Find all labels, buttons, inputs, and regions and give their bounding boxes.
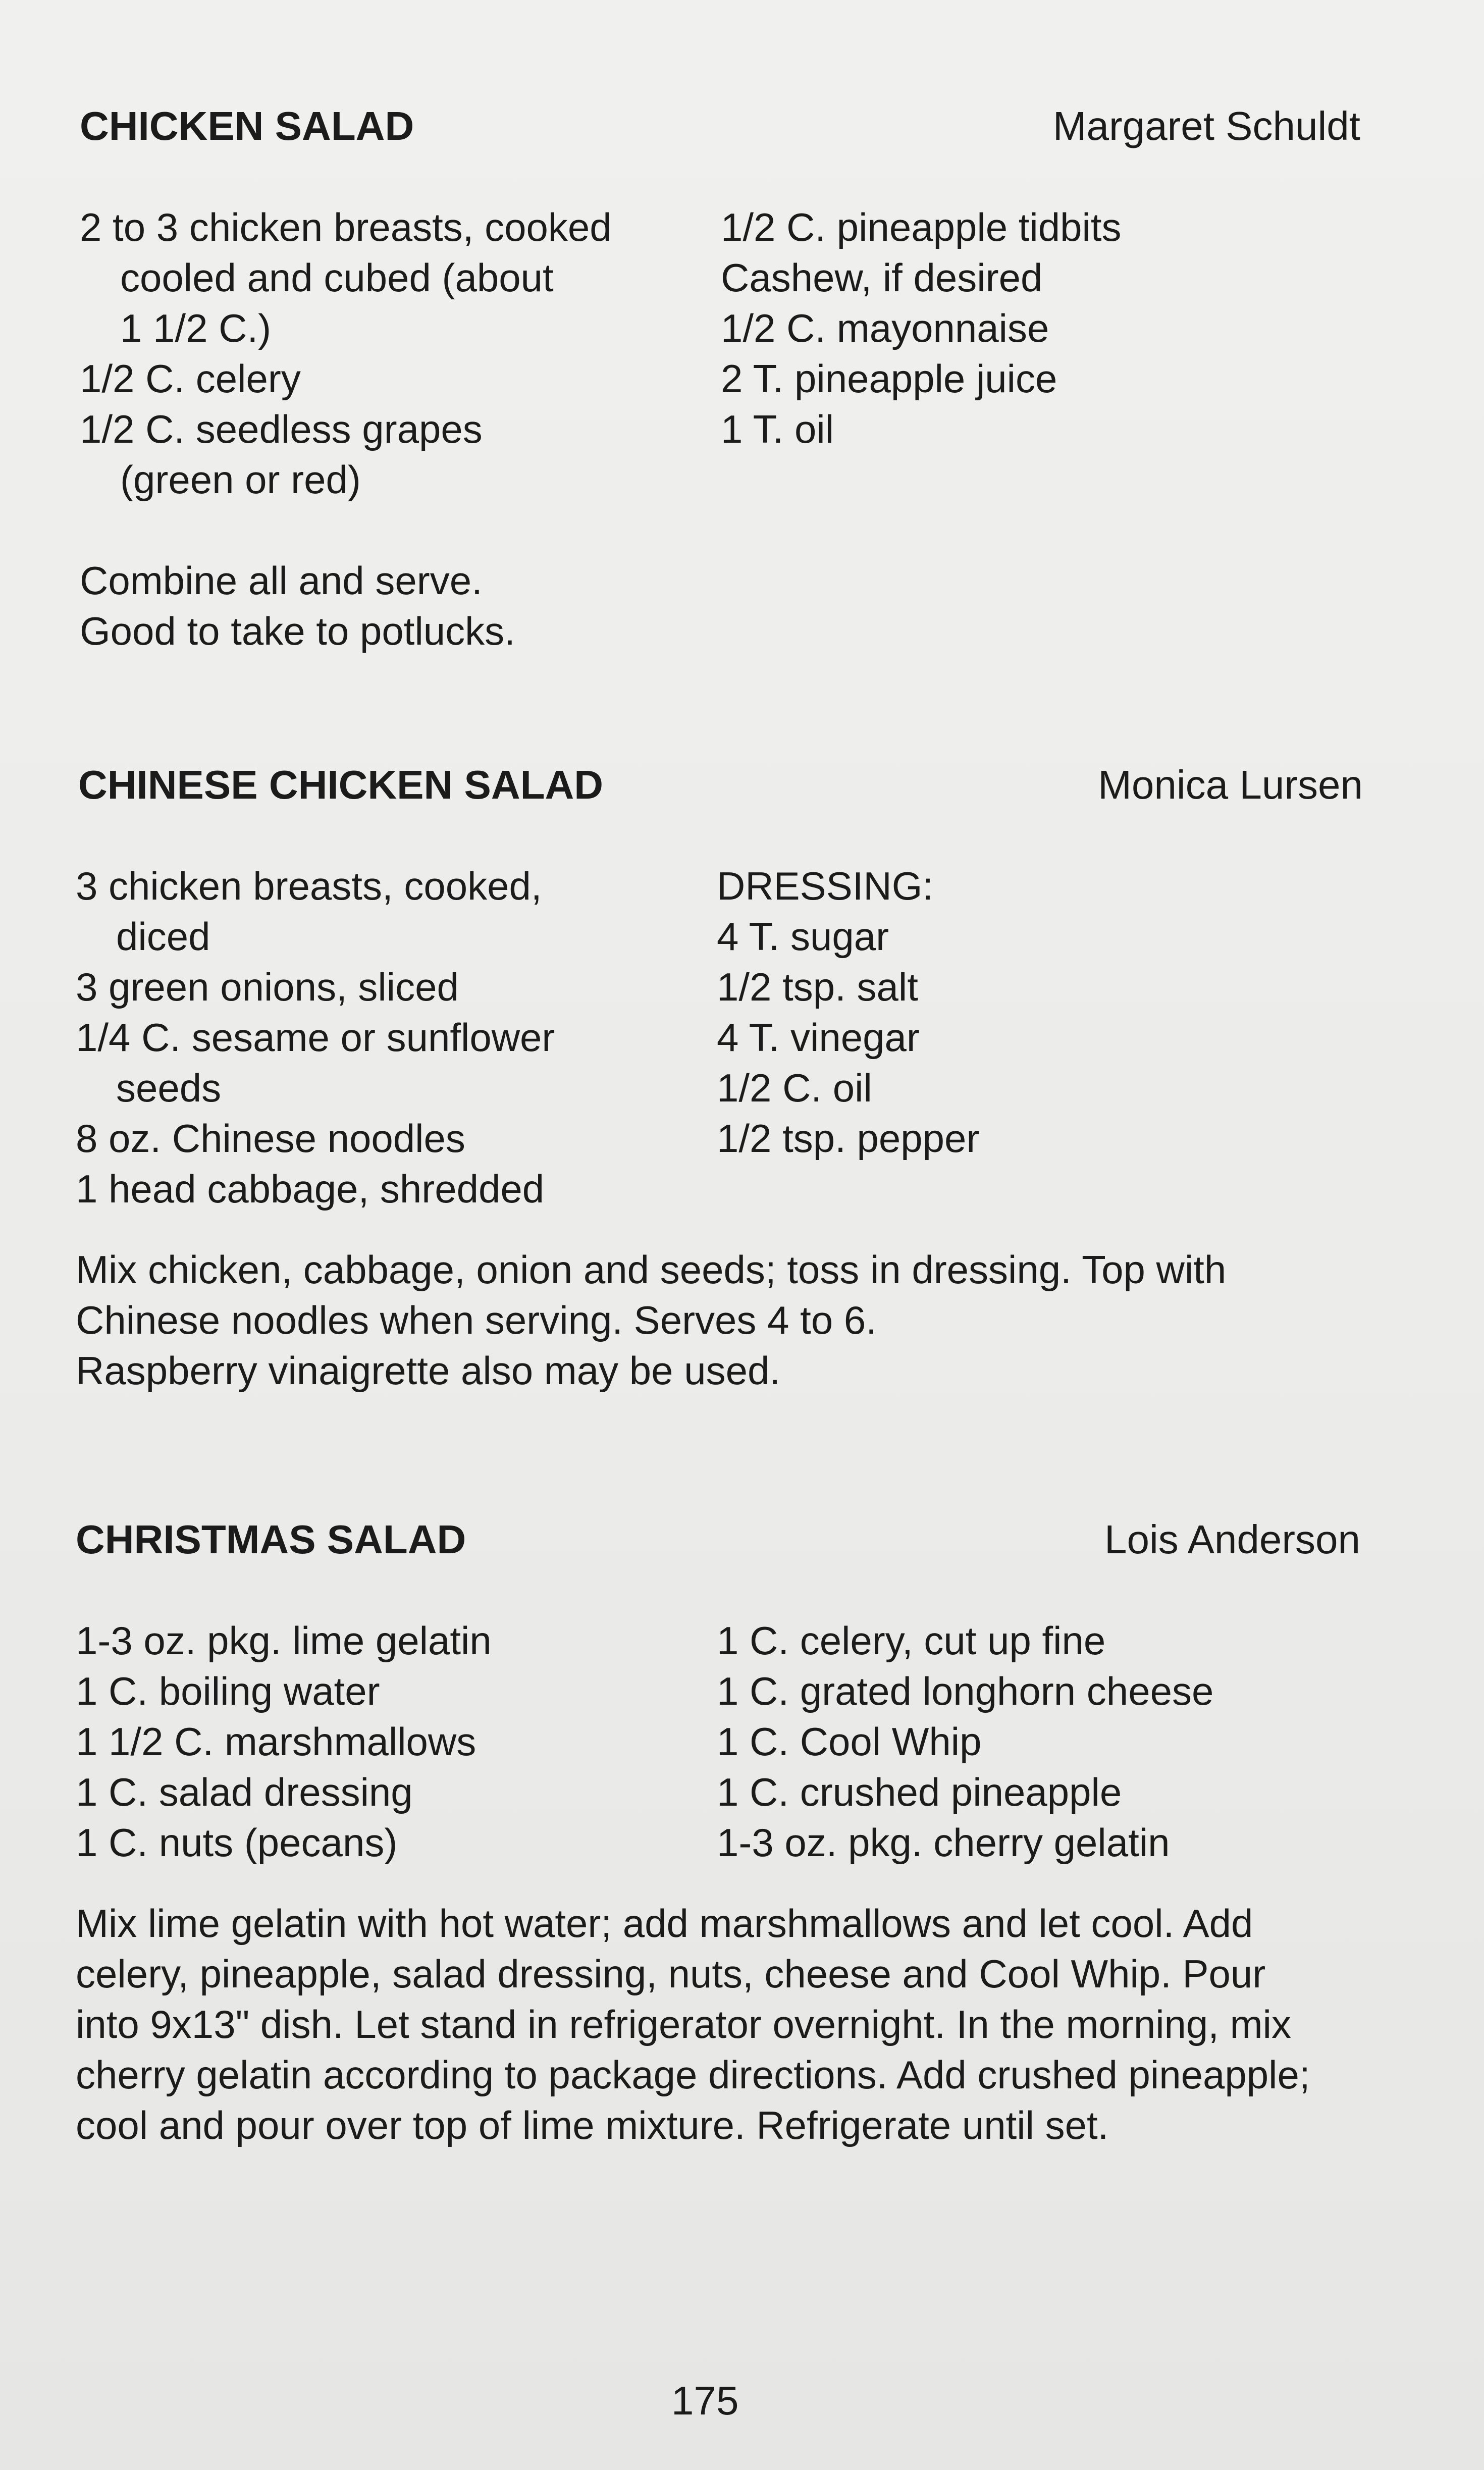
instruction-line: into 9x13" dish. Let stand in refrigerator overnight. In the morning, mix bbox=[76, 2002, 1291, 2046]
ingredients bbox=[76, 202, 1360, 505]
ingredient: 1 C. boiling water bbox=[76, 1669, 380, 1713]
recipe-christmas-salad bbox=[76, 1514, 1360, 2150]
ingredient: 1-3 oz. pkg. lime gelatin bbox=[76, 1618, 492, 1663]
ingredient: 1 C. salad dressing bbox=[76, 1770, 413, 1814]
ingredient: 1/2 C. seedless grapes bbox=[80, 407, 483, 451]
ingredients bbox=[76, 1615, 1360, 1868]
ingredient: 1 T. oil bbox=[721, 407, 834, 451]
ingredient: Cashew, if desired bbox=[721, 255, 1043, 300]
ingredient: 1 head cabbage, shredded bbox=[76, 1167, 545, 1211]
ingredient: seeds bbox=[116, 1066, 222, 1110]
recipe-title: CHINESE CHICKEN SALAD bbox=[78, 762, 604, 807]
ingredient: 1/2 C. oil bbox=[717, 1066, 872, 1110]
recipe-instructions bbox=[76, 1898, 1360, 2150]
ingredient: (green or red) bbox=[120, 457, 361, 502]
ingredient: 1/2 tsp. pepper bbox=[717, 1116, 980, 1161]
ingredient: 2 T. pineapple juice bbox=[721, 356, 1057, 401]
ingredient: cooled and cubed (about bbox=[120, 255, 554, 300]
recipe-header bbox=[76, 101, 1360, 151]
ingredient: 1 C. grated longhorn cheese bbox=[717, 1669, 1214, 1713]
page-number: 175 bbox=[671, 2378, 739, 2423]
instruction-line: Chinese noodles when serving. Serves 4 to 6. bbox=[76, 1298, 877, 1342]
ingredient: 1 C. Cool Whip bbox=[717, 1719, 982, 1764]
ingredient: 3 chicken breasts, cooked, bbox=[76, 864, 542, 908]
ingredient: diced bbox=[116, 914, 210, 959]
instruction-line: Raspberry vinaigrette also may be used. bbox=[76, 1348, 781, 1393]
ingredient: 1 1/2 C. marshmallows bbox=[76, 1719, 476, 1764]
ingredient: 1 C. celery, cut up fine bbox=[717, 1618, 1106, 1663]
dressing-label: DRESSING: bbox=[717, 864, 934, 908]
recipe-author: Lois Anderson bbox=[1104, 1517, 1360, 1562]
recipe-chinese-chicken-salad bbox=[76, 760, 1363, 1396]
ingredient: 2 to 3 chicken breasts, cooked bbox=[80, 205, 612, 249]
instruction-line: Combine all and serve. bbox=[80, 558, 483, 603]
ingredient: 1 C. crushed pineapple bbox=[717, 1770, 1122, 1814]
instruction-line: celery, pineapple, salad dressing, nuts, cheese and Cool Whip. Pour bbox=[76, 1952, 1266, 1996]
recipe-author: Margaret Schuldt bbox=[1052, 103, 1360, 148]
ingredients-right-column bbox=[721, 202, 1327, 505]
instruction-line: cool and pour over top of lime mixture. Refrigerate until set. bbox=[76, 2103, 1109, 2147]
instruction-line: cherry gelatin according to package directions. Add crushed pineapple; bbox=[76, 2053, 1310, 2097]
ingredients-left-column bbox=[76, 202, 721, 505]
instruction-line: Mix chicken, cabbage, onion and seeds; toss in dressing. Top with bbox=[76, 1247, 1227, 1292]
recipe-instructions bbox=[76, 1244, 1360, 1396]
ingredient: 8 oz. Chinese noodles bbox=[76, 1116, 465, 1161]
ingredient: 1 C. nuts (pecans) bbox=[76, 1820, 398, 1865]
ingredients-left-column bbox=[76, 861, 717, 1214]
recipe-header bbox=[76, 1514, 1360, 1565]
recipe-author: Monica Lursen bbox=[1098, 762, 1363, 807]
recipe-instructions bbox=[76, 555, 1360, 656]
recipe-title: CHICKEN SALAD bbox=[80, 103, 414, 148]
ingredient: 1/4 C. sesame or sunflower bbox=[76, 1015, 555, 1060]
ingredient: 1 1/2 C.) bbox=[120, 306, 272, 350]
ingredients-right-column bbox=[717, 1615, 1322, 1868]
ingredient: 1/2 C. celery bbox=[80, 356, 301, 401]
ingredient: 4 T. sugar bbox=[717, 914, 889, 959]
ingredients-left-column bbox=[76, 1615, 717, 1868]
ingredients-right-column bbox=[717, 861, 1322, 1214]
ingredient: 4 T. vinegar bbox=[717, 1015, 920, 1060]
instruction-line: Good to take to potlucks. bbox=[80, 609, 515, 653]
ingredients bbox=[76, 861, 1360, 1214]
ingredient: 1/2 tsp. salt bbox=[717, 965, 918, 1009]
recipe-chicken-salad bbox=[76, 101, 1360, 656]
ingredient: 3 green onions, sliced bbox=[76, 965, 459, 1009]
recipe-header bbox=[76, 760, 1363, 810]
ingredient: 1-3 oz. pkg. cherry gelatin bbox=[717, 1820, 1170, 1865]
recipe-title: CHRISTMAS SALAD bbox=[76, 1517, 466, 1562]
ingredient: 1/2 C. mayonnaise bbox=[721, 306, 1049, 350]
instruction-line: Mix lime gelatin with hot water; add marshmallows and let cool. Add bbox=[76, 1901, 1253, 1946]
ingredient: 1/2 C. pineapple tidbits bbox=[721, 205, 1122, 249]
